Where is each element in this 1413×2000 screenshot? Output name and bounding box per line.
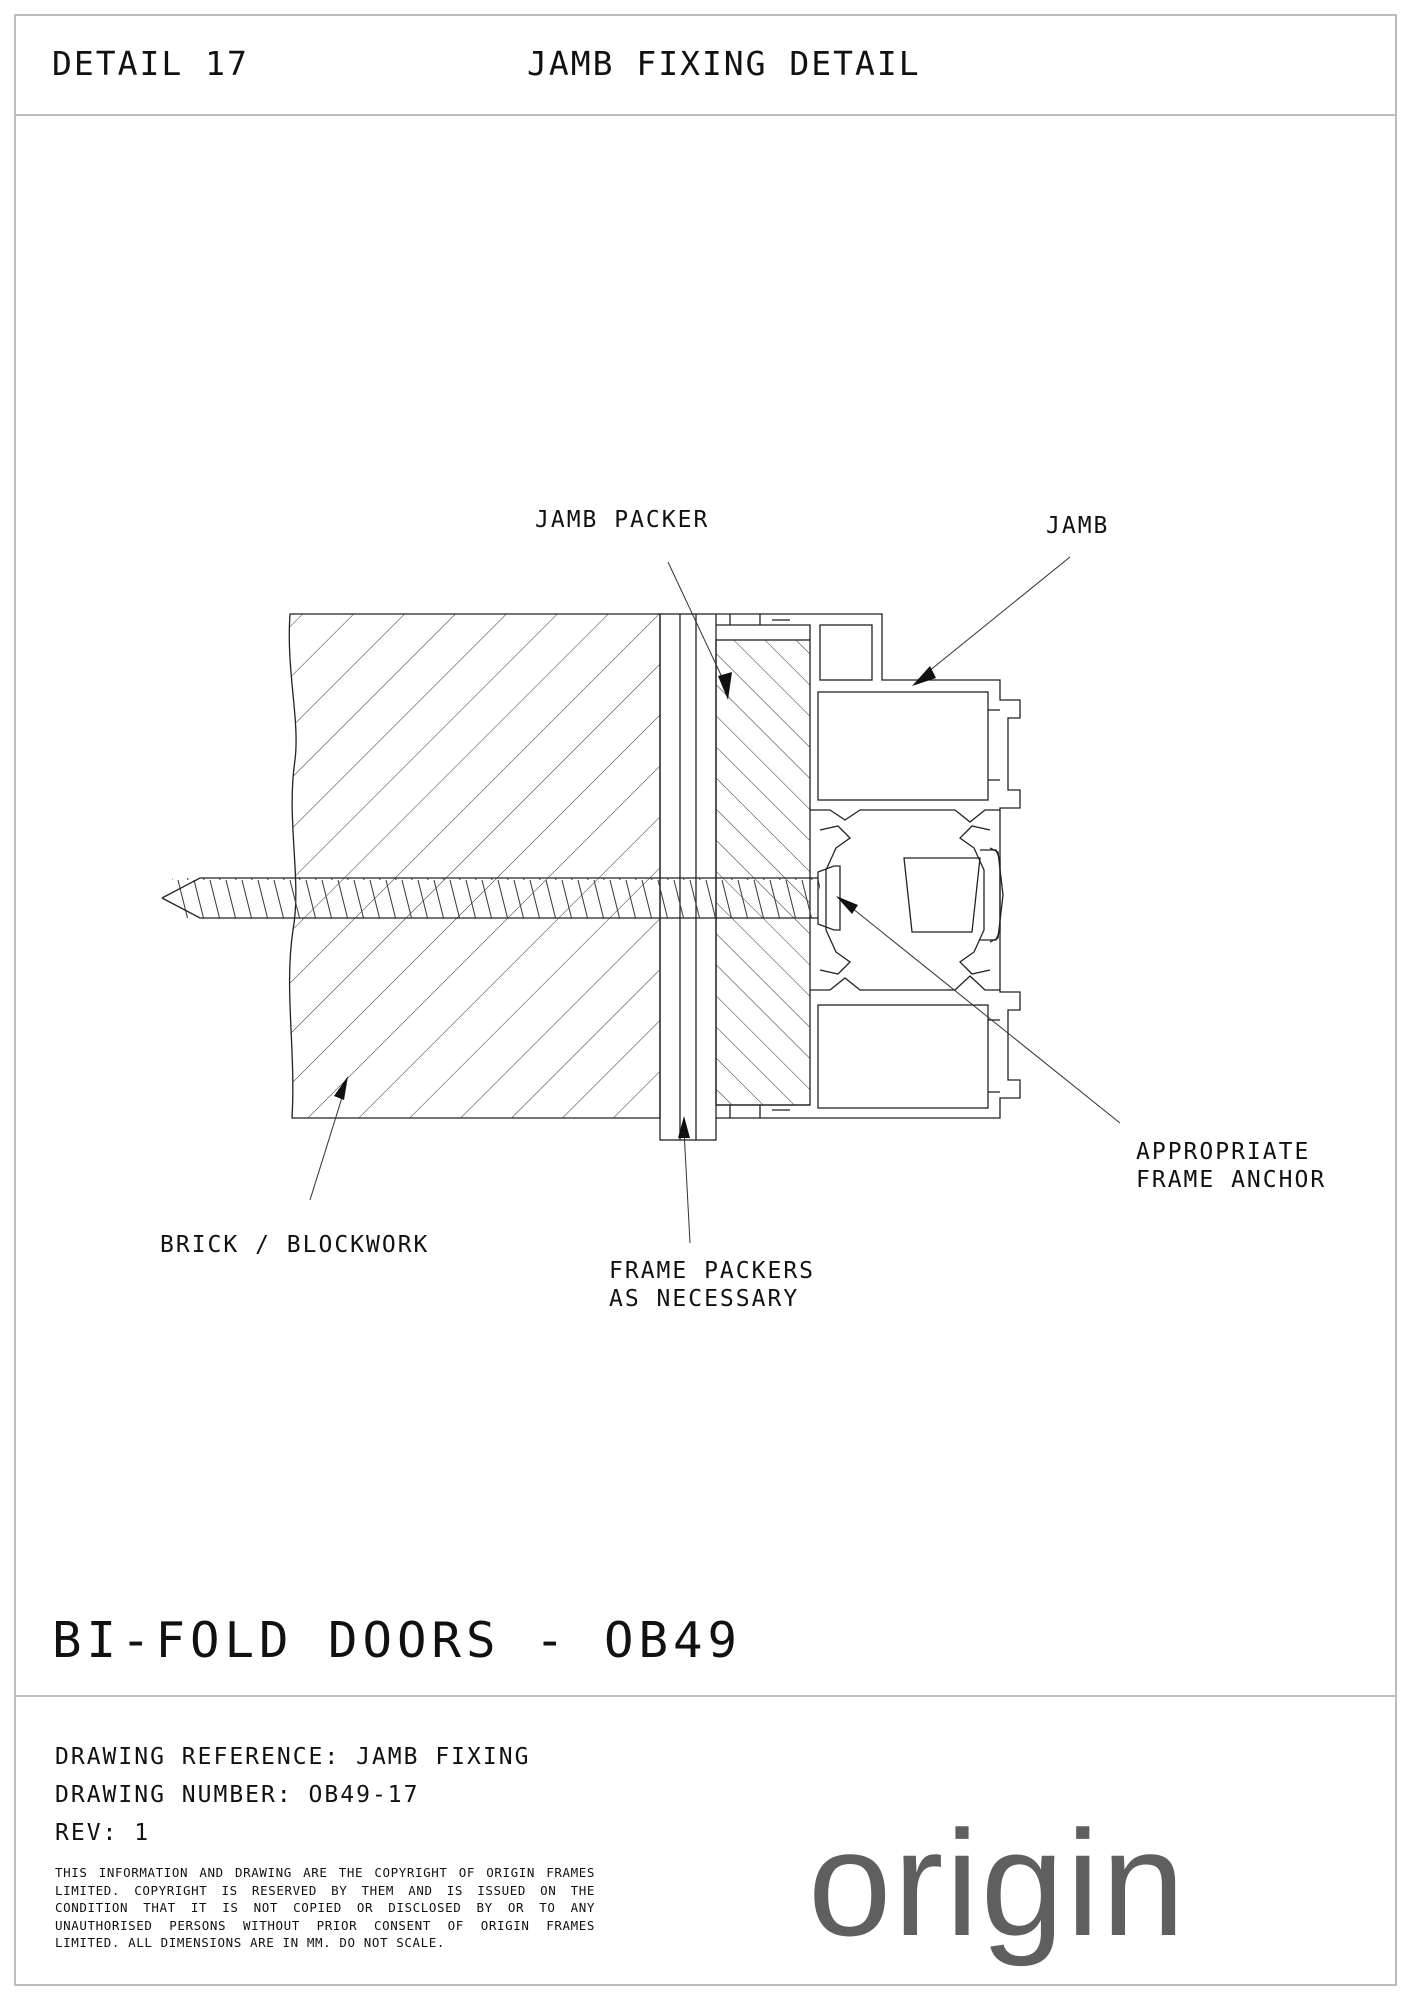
product-title: BI-FOLD DOORS - OB49	[52, 1612, 743, 1669]
detail-number: DETAIL 17	[52, 44, 249, 83]
frame-packer-strip	[660, 614, 716, 1140]
drawing-reference: DRAWING REFERENCE: JAMB FIXING	[55, 1744, 531, 1770]
drawing-title: JAMB FIXING DETAIL	[527, 44, 921, 83]
jamb-packer-section	[716, 640, 810, 1105]
label-frame-packers: FRAME PACKERS AS NECESSARY	[609, 1258, 816, 1312]
drawing-number: DRAWING NUMBER: OB49-17	[55, 1782, 420, 1808]
label-brick-blockwork: BRICK / BLOCKWORK	[160, 1232, 430, 1258]
brickwork-section	[280, 600, 680, 1130]
label-frame-anchor: APPROPRIATE FRAME ANCHOR	[1136, 1139, 1327, 1193]
frame-anchor-plug	[904, 848, 1003, 942]
label-jamb-packer: JAMB PACKER	[535, 507, 710, 533]
label-jamb: JAMB	[1046, 513, 1110, 539]
revision: REV: 1	[55, 1820, 151, 1846]
copyright-notice: THIS INFORMATION AND DRAWING ARE THE COPYRIGHT OF ORIGIN FRAMES LIMITED. COPYRIGHT IS RESERVED BY THEM AND IS ISSUED ON THE CONDITION THAT IT IS NOT COPIED OR DISCLOSED BY OR TO ANY UNAUTHORISED PERSONS WITHOUT PRIOR CONSENT OF ORIGIN FRAMES LIMITED. ALL DIMENSIONS ARE IN MM. DO NOT SCALE.	[55, 1865, 595, 1950]
origin-logo-wordmark: origin	[808, 1799, 1187, 1967]
